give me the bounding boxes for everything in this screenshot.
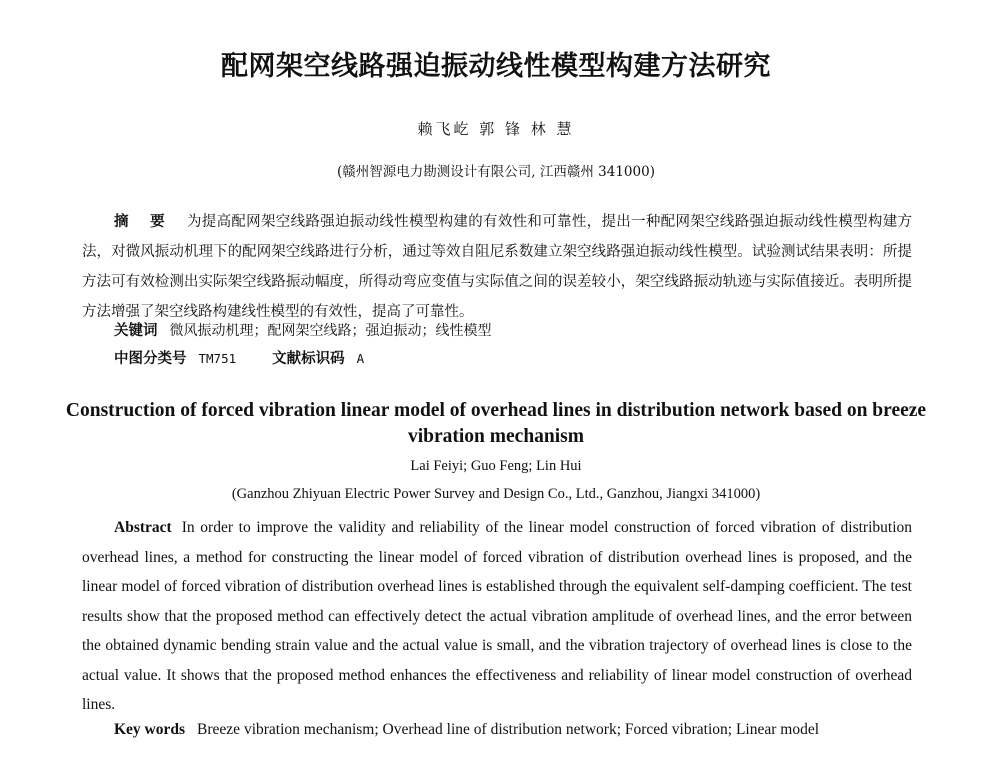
english-authors: Lai Feiyi; Guo Feng; Lin Hui bbox=[410, 458, 582, 474]
chinese-keywords-text: 微风振动机理；配网架空线路；强迫振动；线性模型 bbox=[169, 323, 492, 339]
classification-label: 中图分类号 bbox=[114, 351, 187, 367]
chinese-affiliation: (赣州智源电力勘测设计有限公司, 江西赣州 341000) bbox=[337, 164, 655, 180]
chinese-abstract-text: 为提高配网架空线路强迫振动线性模型构建的有效性和可靠性，提出一种配网架空线路强迫振动线性模型构建方法，对微风振动机理下的配网架空线路进行分析，通过等效自阻尼系数建立架空线路强迫振动线性模型。试验测试结果表明：所提方法可有效检测出实际架空线路振动幅度，所得动弯应变值与实际值之间的误差较小，架空线路振动轨迹与实际值接近。表明所提方法增强了架空线路构建线性模型的有效性，提高了可靠性。 bbox=[82, 214, 912, 320]
chinese-authors: 赖飞屹 郭 锋 林 慧 bbox=[417, 120, 575, 138]
chinese-classification bbox=[114, 346, 914, 373]
english-abstract-text: In order to improve the validity and reliability of the linear model construction of forced vibration of distribution overhead lines, a method for constructing the linear model of forced vibration of distribution overhead lines is proposed, and the linear model of forced vibration of distribution overhead lines is established through the equivalent self-damping coefficient. The test results show that the proposed method can effectively detect the actual vibration amplitude of overhead lines, and the error between the obtained dynamic bending strain value and the actual value is small, and the vibration trajectory of overhead lines is close to the actual value. It shows that the proposed method enhances the effectiveness and reliability of linear model construction of overhead lines. bbox=[82, 519, 912, 713]
english-keywords bbox=[114, 717, 914, 743]
english-abstract-label: Abstract bbox=[114, 519, 172, 536]
english-abstract bbox=[82, 513, 912, 720]
english-keywords-text: Breeze vibration mechanism; Overhead line of distribution network; Forced vibration; Linear model bbox=[197, 721, 820, 738]
document-code-label: 文献标识码 bbox=[272, 351, 345, 367]
chinese-abstract bbox=[82, 207, 912, 327]
chinese-title: 配网架空线路强迫振动线性模型构建方法研究 bbox=[221, 51, 771, 82]
chinese-keywords bbox=[114, 318, 914, 344]
classification-value: TM751 bbox=[198, 351, 237, 366]
document-code-value: A bbox=[356, 351, 365, 366]
chinese-abstract-label: 摘 要 bbox=[114, 214, 173, 230]
english-keywords-label: Key words bbox=[114, 721, 186, 738]
english-affiliation: (Ganzhou Zhiyuan Electric Power Survey and Design Co., Ltd., Ganzhou, Jiangxi 341000) bbox=[231, 486, 761, 502]
english-title: Construction of forced vibration linear model of overhead lines in distribution network based on breeze vibration mechanism bbox=[65, 400, 927, 447]
chinese-keywords-label: 关键词 bbox=[114, 323, 158, 339]
